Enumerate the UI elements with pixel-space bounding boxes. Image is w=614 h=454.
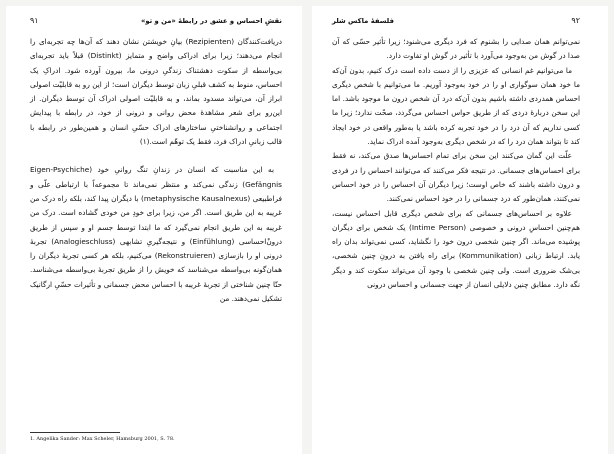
- footnote-text: 1. Angelika Sander: Max Scheler, Hamsburg 2001, S. 78.: [30, 436, 175, 442]
- left-page-body: [30, 35, 282, 306]
- right-page: [312, 6, 608, 454]
- right-page-number: ۹۲: [571, 16, 580, 25]
- left-page-number: ۹۱: [30, 16, 39, 25]
- right-page-header: [332, 16, 580, 25]
- left-paragraph-2: به این مناسبت که انسان در زندانِ تنگ روانیِ خود (Eigen-Psychiche Gefängnis) زندگی نمی‌کند و منتظر نمی‌ماند تا مجموعه‌اً با ارتباطی علّی و فراطبیعی (metaphysische Kausalnexus) با دیگران پیدا کند، بلکه راه درک من غریبه به این طریق است. اگر من، زیرا برای خودِ من خودی گشاده است. درک من غریبه به این طریق انجام نمی‌گیرد که ما ابتدا توسط جسم او و سپس از طریق درونْ‌احساسی (Einfühlung) و نتیجه‌گیریِ تشابهی (Analogieschluss) تجربهٔ درونی او را بازسازی (Rekonstruieren) می‌کنیم، بلکه هر کسی تجربهٔ دیگران را همان‌گونه بی‌واسطه می‌شناسد که خویش را از طریق تجربهٔ بی‌واسطه می‌شناسد. حتّا چنین شناختی از تجربهٔ غریبه با احساس محض جسمانی و تأثیرات حسّیِ ارگانیک تشکیل نمی‌دهند. من: [30, 165, 282, 304]
- right-paragraph-3: علّت این گمان می‌کنند این سخن برای تمام احساس‌ها صدق می‌کند، نه فقط برای احساس‌های جسمانی. در نتیجه فکر می‌کنند که می‌توانند احساس را در فردی و درون داشته باشند که خاص اوست؛ زیرا دیگران آن احساس را در خود احساس نمی‌کنند، همان‌طور که درد جسمانی را در خود احساس نمی‌کنند.: [332, 151, 580, 204]
- left-paragraph-1: دریافت‌کنندگان (Rezipienten) بیانِ خویشتن نشان دهند که آن‌ها چه تجربه‌ای را انجام می‌دهند؛ زیرا برای ادراکی واضح و متمایز (Distinkt) قبلاً باید تجربه‌ای بی‌واسطه از سکوت دهشتناک زندگیِ درونی ما، بیرون آورده شود. ادراکِ یک احساس، منوط به کشف قبلیِ زبان توسط دیگران است؛ از این رو به قابلیّت اصولی ابراز آن، می‌تواند مسدود بماند، و به قابلیّت اصولی ادراک آن توسط دیگران. از این‌رو برای شعر مشاهدهٔ محض روانی و درونی از خود، در رابطه با پیدایش اجتماعی و روانشناختیِ ساختارهای ادراک حسّیِ انسان و همین‌طور در رابطه با قالب زبانیِ ادراک فرد، فقط یک توهّم است.(۱): [30, 37, 282, 147]
- footnote: [30, 432, 175, 442]
- right-running-title: فلسفهٔ ماکس شلر: [332, 16, 394, 25]
- right-paragraph-1: نمی‌توانم همان صدایی را بشنوم که فرد دیگری می‌شنود؛ زیرا تأثیر حسّی که آن صدا در گوش من به‌وجود می‌آورد با تأثیر در گوش او تفاوت دارد.: [332, 37, 580, 61]
- right-paragraph-2: ما می‌توانیم غم انسانی که عزیزی را از دست داده است درک کنیم، بدون آن‌که ما خود همان سوگواری او را در خود به‌وجود آوریم. ما می‌توانیم با شخص دیگری احساس همدردی داشته باشیم بدون آن‌که درد آن شخص درون ما موجود باشد. اما این سخن دربارهٔ دردی که از طریق حواس احساس می‌گردد، صحّت ندارد؛ زیرا ما کسی نداریم که آن درد را در خود تجربه کرده باشد یا به‌طور واقعی در خود ایجاد کند تا بتواند همان درد را که در شخص دیگری به‌وجود آمده ادراک نماید.: [332, 65, 580, 147]
- right-page-body: [332, 35, 580, 292]
- left-running-title: نقشِ احساس و عشق در رابطهٔ «من و تو»: [140, 16, 282, 25]
- left-page-header: [30, 16, 282, 25]
- footnote-rule: [30, 432, 120, 433]
- left-page: [6, 6, 302, 454]
- right-paragraph-4: علاوه بر احساس‌های جسمانی که برای شخص دیگری قابل احساس نیست، هم‌چنین احساسِ درونی و خصوصی (Intime Person) یک شخص برای دیگران پوشیده می‌ماند. اگر چنین شخصی درون خود را نگشاید، کسی نمی‌تواند بدان راه یابد. ارتباط زبانی (Kommunikation) برای راه یافتن به درونِ چنین شخصی، بی‌شک ضروری است. ولی چنین شخصی با وجود آن می‌تواند سکوت کند و دیگر نگه دارد. مطابق چنین دلایلی انسان از جهت جسمانی و احساس درونی: [332, 208, 580, 290]
